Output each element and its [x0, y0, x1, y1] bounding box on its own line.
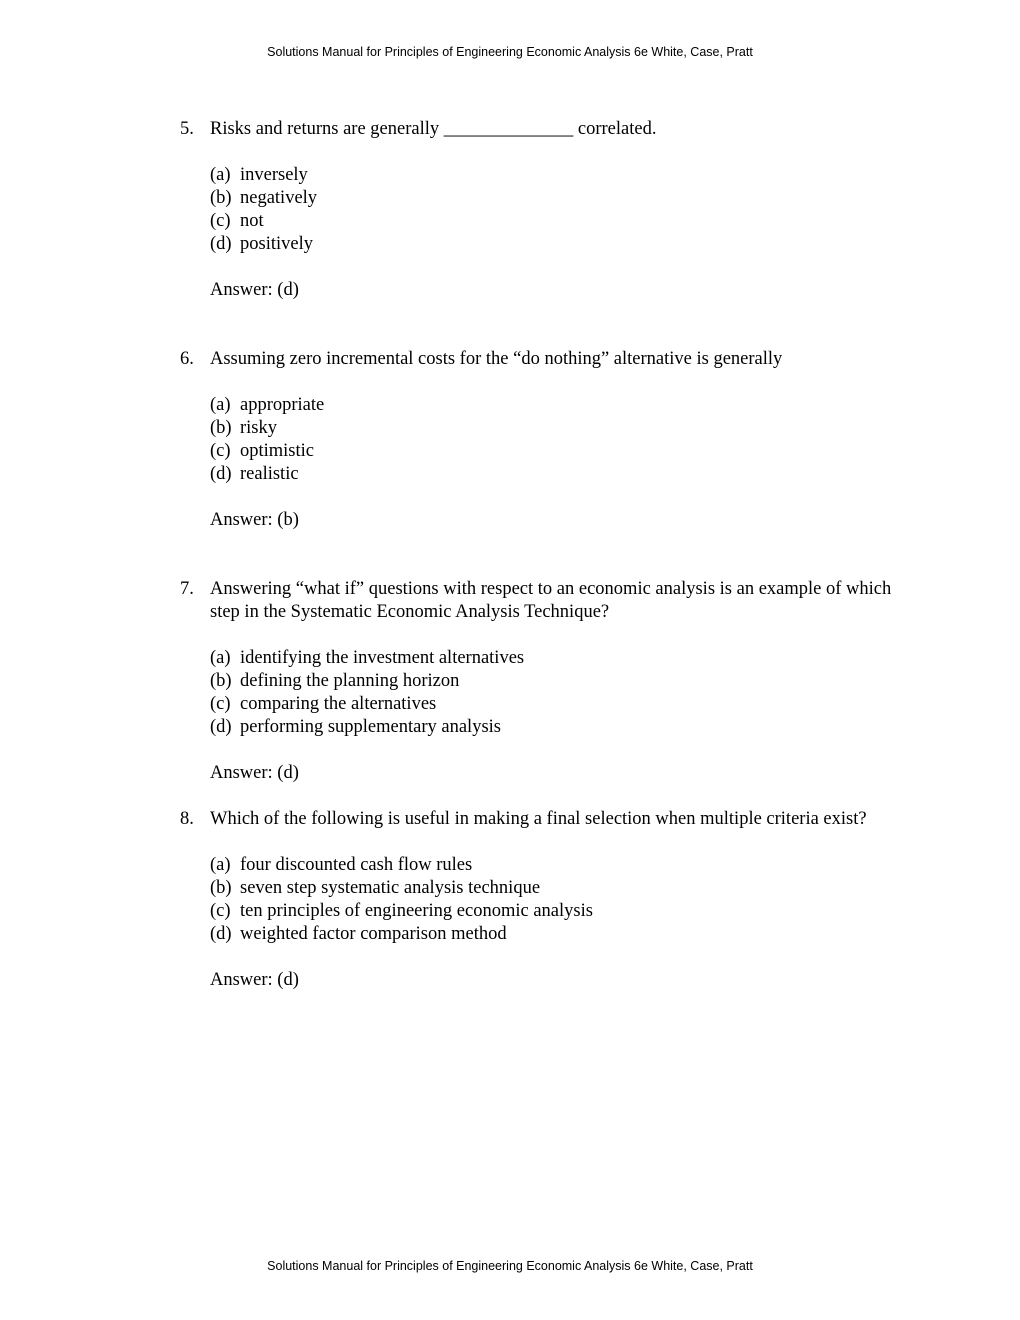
option-letter: (a): [210, 165, 231, 185]
spacer: [180, 302, 900, 348]
question-6: [180, 348, 900, 532]
answer-text: Answer: (d): [210, 970, 299, 990]
option-text: weighted factor comparison method: [240, 924, 507, 944]
option-letter: (d): [210, 717, 232, 737]
option-text: inversely: [240, 165, 308, 185]
option-b: [210, 877, 900, 900]
option-d: [210, 463, 900, 486]
option-d: [210, 716, 900, 739]
question-stem: Which of the following is useful in making a final selection when multiple criteria exist?: [210, 809, 867, 829]
question-stem: Risks and returns are generally ______________ correlated.: [210, 119, 657, 139]
question-list: [180, 118, 900, 992]
spacer: [180, 785, 900, 808]
spacer: [180, 532, 900, 578]
option-d: [210, 233, 900, 256]
option-letter: (b): [210, 188, 232, 208]
answer-text: Answer: (d): [210, 280, 299, 300]
option-letter: (c): [210, 211, 231, 231]
question-7: [180, 578, 900, 785]
running-header: Solutions Manual for Principles of Engineering Economic Analysis 6e White, Case, Pratt: [267, 45, 753, 59]
option-letter: (c): [210, 441, 231, 461]
option-list: [210, 394, 900, 486]
answer-text: Answer: (d): [210, 763, 299, 783]
option-c: [210, 693, 900, 716]
question-number: 8.: [180, 809, 194, 829]
question-number: 7.: [180, 579, 194, 599]
option-text: risky: [240, 418, 277, 438]
question-body: [210, 118, 900, 302]
option-text: defining the planning horizon: [240, 671, 460, 691]
option-text: comparing the alternatives: [240, 694, 437, 714]
option-a: [210, 647, 900, 670]
question-number: 6.: [180, 349, 194, 369]
option-text: optimistic: [240, 441, 314, 461]
option-c: [210, 900, 900, 923]
option-letter: (d): [210, 234, 232, 254]
option-c: [210, 210, 900, 233]
question-body: [210, 348, 900, 532]
option-text: appropriate: [240, 395, 325, 415]
question-8: [180, 808, 900, 992]
question-stem: Assuming zero incremental costs for the “do nothing” alternative is generally: [210, 349, 783, 369]
option-letter: (a): [210, 648, 231, 668]
option-letter: (b): [210, 418, 232, 438]
option-letter: (c): [210, 901, 231, 921]
option-text: four discounted cash flow rules: [240, 855, 473, 875]
option-a: [210, 394, 900, 417]
option-text: identifying the investment alternatives: [240, 648, 525, 668]
question-5: [180, 118, 900, 302]
option-text: performing supplementary analysis: [240, 717, 501, 737]
option-c: [210, 440, 900, 463]
answer-text: Answer: (b): [210, 510, 299, 530]
option-b: [210, 670, 900, 693]
option-list: [210, 164, 900, 256]
option-b: [210, 417, 900, 440]
option-text: realistic: [240, 464, 299, 484]
option-text: positively: [240, 234, 313, 254]
option-a: [210, 854, 900, 877]
question-body: [210, 808, 900, 992]
running-footer: Solutions Manual for Principles of Engineering Economic Analysis 6e White, Case, Pratt: [267, 1259, 753, 1273]
option-letter: (a): [210, 855, 231, 875]
option-letter: (c): [210, 694, 231, 714]
question-body: [210, 578, 900, 785]
option-list: [210, 854, 900, 946]
option-letter: (d): [210, 464, 232, 484]
option-list: [210, 647, 900, 739]
question-stem: Answering “what if” questions with respect to an economic analysis is an example of which step in the Systematic Economic Analysis Technique?: [210, 579, 892, 622]
option-a: [210, 164, 900, 187]
option-letter: (b): [210, 671, 232, 691]
option-text: seven step systematic analysis technique: [240, 878, 541, 898]
question-number: 5.: [180, 119, 194, 139]
option-text: not: [240, 211, 264, 231]
option-letter: (a): [210, 395, 231, 415]
option-letter: (d): [210, 924, 232, 944]
option-d: [210, 923, 900, 946]
option-letter: (b): [210, 878, 232, 898]
option-b: [210, 187, 900, 210]
option-text: negatively: [240, 188, 318, 208]
option-text: ten principles of engineering economic analysis: [240, 901, 593, 921]
